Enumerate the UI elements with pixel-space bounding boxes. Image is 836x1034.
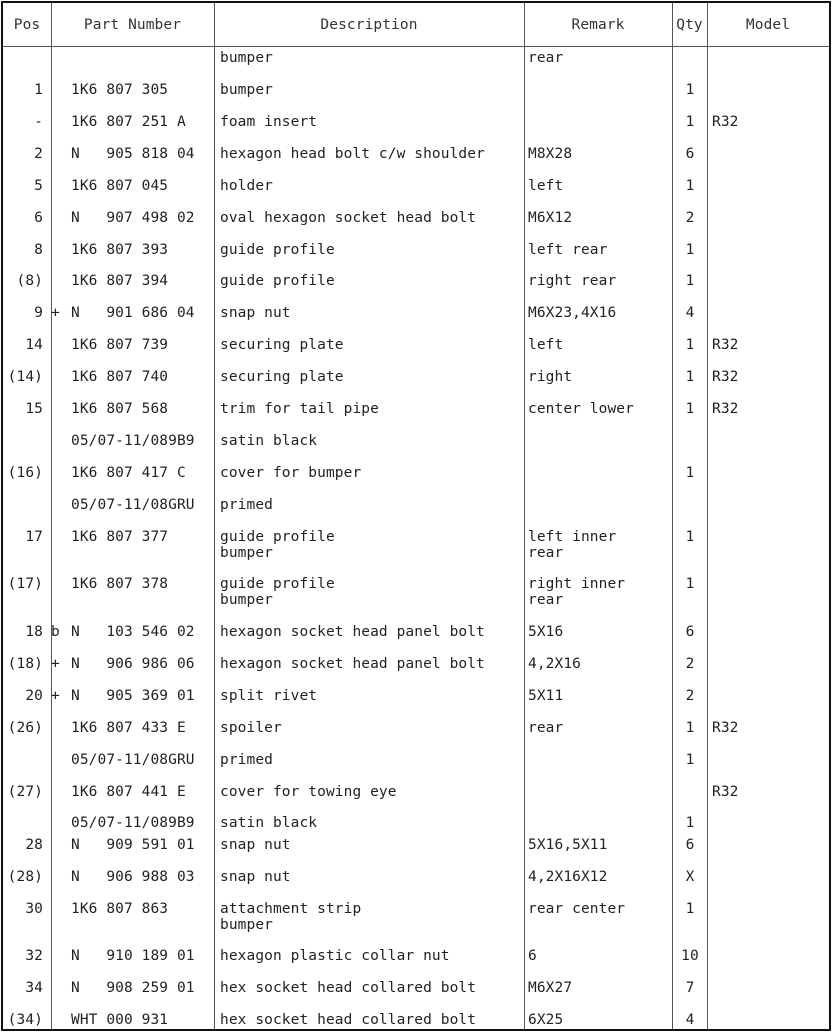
table-row xyxy=(3,273,829,305)
cell-qty: 1 xyxy=(685,576,695,592)
cell-remark: 5X16,5X11 xyxy=(528,837,608,853)
cell-qty: X xyxy=(685,869,695,885)
header-qty: Qty xyxy=(676,17,703,33)
cell-qty: 7 xyxy=(685,980,695,996)
cell-part-number: N 103 546 02 xyxy=(71,624,195,640)
cell-pos: (27) xyxy=(7,784,43,800)
cell-pos: 5 xyxy=(34,178,43,194)
cell-description: snap nut xyxy=(220,305,291,321)
cell-part-number: 1K6 807 417 C xyxy=(71,465,186,481)
cell-qty: 2 xyxy=(685,688,695,704)
cell-part-number: 05/07-11/089B9 xyxy=(71,815,195,831)
cell-model: R32 xyxy=(712,369,739,385)
cell-part-number: 05/07-11/08GRU xyxy=(71,497,195,513)
table-row xyxy=(3,624,829,656)
cell-part-number: 1K6 807 377 xyxy=(71,529,169,545)
cell-remark: right xyxy=(528,369,573,385)
cell-pos: (14) xyxy=(7,369,43,385)
cell-description: cover for towing eye xyxy=(220,784,397,800)
cell-description: hexagon socket head panel bolt xyxy=(220,624,485,640)
cell-part-number: N 909 591 01 xyxy=(71,837,195,853)
cell-remark: rear xyxy=(528,50,564,66)
table-row xyxy=(3,497,829,529)
table-row xyxy=(3,210,829,242)
cell-part-number: 1K6 807 433 E xyxy=(71,720,186,736)
cell-remark: M6X27 xyxy=(528,980,573,996)
cell-part-number: N 907 498 02 xyxy=(71,210,195,226)
cell-description: snap nut xyxy=(220,837,291,853)
cell-description: split rivet xyxy=(220,688,318,704)
table-row xyxy=(3,837,829,869)
cell-remark: left xyxy=(528,178,564,194)
cell-pos: 30 xyxy=(25,901,43,917)
cell-description: hex socket head collared bolt xyxy=(220,1012,477,1028)
table-row xyxy=(3,529,829,561)
cell-pos: (26) xyxy=(7,720,43,736)
cell-pos: (34) xyxy=(7,1012,43,1028)
cell-mark: + xyxy=(51,688,60,704)
cell-qty: 1 xyxy=(685,82,695,98)
cell-pos: 6 xyxy=(34,210,43,226)
cell-pos: - xyxy=(34,114,43,130)
cell-remark: right inner rear xyxy=(528,576,626,608)
cell-part-number: 1K6 807 305 xyxy=(71,82,169,98)
table-row xyxy=(3,178,829,210)
cell-remark: right rear xyxy=(528,273,617,289)
cell-pos: (8) xyxy=(16,273,43,289)
cell-part-number: 1K6 807 045 xyxy=(71,178,169,194)
cell-part-number: 1K6 807 568 xyxy=(71,401,169,417)
table-row xyxy=(3,869,829,901)
cell-qty: 1 xyxy=(685,273,695,289)
cell-description: satin black xyxy=(220,815,318,831)
cell-part-number: N 906 988 03 xyxy=(71,869,195,885)
cell-part-number: WHT 000 931 xyxy=(71,1012,169,1028)
parts-table xyxy=(1,1,831,1031)
cell-description: holder xyxy=(220,178,273,194)
cell-qty: 1 xyxy=(685,752,695,768)
cell-description: guide profile bumper xyxy=(220,576,335,608)
header-part-number: Part Number xyxy=(83,17,182,33)
cell-part-number: 05/07-11/08GRU xyxy=(71,752,195,768)
cell-pos: 2 xyxy=(34,146,43,162)
cell-remark: M8X28 xyxy=(528,146,573,162)
cell-description: satin black xyxy=(220,433,318,449)
table-row xyxy=(3,369,829,401)
cell-qty: 4 xyxy=(685,1012,695,1028)
cell-remark: 4,2X16X12 xyxy=(528,869,608,885)
cell-description: guide profile xyxy=(220,273,335,289)
table-row xyxy=(3,337,829,369)
table-row xyxy=(3,576,829,608)
cell-qty: 1 xyxy=(685,114,695,130)
header-remark: Remark xyxy=(571,17,625,33)
cell-pos: 8 xyxy=(34,242,43,258)
cell-model: R32 xyxy=(712,784,739,800)
header-model: Model xyxy=(745,17,791,33)
cell-qty: 1 xyxy=(685,529,695,545)
cell-description: guide profile xyxy=(220,242,335,258)
cell-description: snap nut xyxy=(220,869,291,885)
cell-description: spoiler xyxy=(220,720,282,736)
table-row xyxy=(3,465,829,497)
cell-remark: left xyxy=(528,337,564,353)
table-row xyxy=(3,752,829,784)
cell-qty: 10 xyxy=(681,948,699,964)
table-row xyxy=(3,784,829,816)
cell-pos: 17 xyxy=(25,529,43,545)
cell-mark: + xyxy=(51,656,60,672)
cell-pos: (18) xyxy=(7,656,43,672)
cell-model: R32 xyxy=(712,114,739,130)
header-divider xyxy=(3,46,829,47)
cell-mark: b xyxy=(51,624,60,640)
cell-description: bumper xyxy=(220,50,273,66)
table-row xyxy=(3,146,829,178)
cell-description: primed xyxy=(220,497,273,513)
cell-remark: M6X12 xyxy=(528,210,573,226)
cell-model: R32 xyxy=(712,720,739,736)
cell-remark: rear xyxy=(528,720,564,736)
cell-mark: + xyxy=(51,305,60,321)
cell-qty: 1 xyxy=(685,465,695,481)
table-row xyxy=(3,114,829,146)
cell-pos: 34 xyxy=(25,980,43,996)
cell-remark: center lower xyxy=(528,401,634,417)
cell-qty: 1 xyxy=(685,369,695,385)
cell-qty: 1 xyxy=(685,401,695,417)
cell-qty: 1 xyxy=(685,815,695,831)
table-row xyxy=(3,50,829,82)
header-pos: Pos xyxy=(13,17,41,33)
table-row xyxy=(3,82,829,114)
cell-remark: rear center xyxy=(528,901,626,917)
cell-qty: 1 xyxy=(685,720,695,736)
cell-part-number: N 910 189 01 xyxy=(71,948,195,964)
cell-pos: 14 xyxy=(25,337,43,353)
cell-part-number: 1K6 807 441 E xyxy=(71,784,186,800)
cell-description: guide profile bumper xyxy=(220,529,335,561)
cell-part-number: 1K6 807 394 xyxy=(71,273,169,289)
cell-pos: 15 xyxy=(25,401,43,417)
cell-qty: 1 xyxy=(685,178,695,194)
cell-remark: 6X25 xyxy=(528,1012,564,1028)
cell-qty: 6 xyxy=(685,624,695,640)
cell-description: foam insert xyxy=(220,114,318,130)
table-row xyxy=(3,948,829,980)
table-row xyxy=(3,901,829,933)
cell-part-number: N 905 818 04 xyxy=(71,146,195,162)
cell-qty: 1 xyxy=(685,337,695,353)
cell-pos: (28) xyxy=(7,869,43,885)
cell-qty: 2 xyxy=(685,210,695,226)
cell-remark: 5X11 xyxy=(528,688,564,704)
cell-qty: 6 xyxy=(685,146,695,162)
cell-description: bumper xyxy=(220,82,273,98)
table-row xyxy=(3,688,829,720)
cell-description: hexagon head bolt c/w shoulder xyxy=(220,146,485,162)
header-description: Description xyxy=(320,17,418,33)
cell-part-number: 05/07-11/089B9 xyxy=(71,433,195,449)
cell-description: securing plate xyxy=(220,337,344,353)
cell-description: primed xyxy=(220,752,273,768)
cell-qty: 6 xyxy=(685,837,695,853)
cell-model: R32 xyxy=(712,401,739,417)
cell-description: oval hexagon socket head bolt xyxy=(220,210,477,226)
table-row xyxy=(3,401,829,433)
cell-part-number: 1K6 807 393 xyxy=(71,242,169,258)
cell-part-number: 1K6 807 740 xyxy=(71,369,169,385)
table-row xyxy=(3,720,829,752)
cell-description: trim for tail pipe xyxy=(220,401,379,417)
cell-pos: 18 xyxy=(25,624,43,640)
cell-description: securing plate xyxy=(220,369,344,385)
cell-part-number: 1K6 807 251 A xyxy=(71,114,186,130)
table-row xyxy=(3,656,829,688)
cell-pos: 9 xyxy=(34,305,43,321)
cell-qty: 1 xyxy=(685,242,695,258)
cell-description: attachment strip bumper xyxy=(220,901,362,933)
cell-remark: 4,2X16 xyxy=(528,656,581,672)
cell-model: R32 xyxy=(712,337,739,353)
cell-remark: left inner rear xyxy=(528,529,617,561)
cell-remark: left rear xyxy=(528,242,608,258)
cell-qty: 1 xyxy=(685,901,695,917)
cell-pos: 28 xyxy=(25,837,43,853)
cell-description: hexagon socket head panel bolt xyxy=(220,656,485,672)
cell-part-number: N 908 259 01 xyxy=(71,980,195,996)
cell-pos: (16) xyxy=(7,465,43,481)
cell-remark: 6 xyxy=(528,948,537,964)
cell-description: hex socket head collared bolt xyxy=(220,980,477,996)
cell-description: cover for bumper xyxy=(220,465,362,481)
cell-remark: M6X23,4X16 xyxy=(528,305,617,321)
cell-qty: 2 xyxy=(685,656,695,672)
cell-part-number: N 901 686 04 xyxy=(71,305,195,321)
cell-part-number: N 905 369 01 xyxy=(71,688,195,704)
cell-remark: 5X16 xyxy=(528,624,564,640)
cell-part-number: 1K6 807 863 xyxy=(71,901,169,917)
cell-part-number: N 906 986 06 xyxy=(71,656,195,672)
cell-qty: 4 xyxy=(685,305,695,321)
cell-description: hexagon plastic collar nut xyxy=(220,948,450,964)
table-row xyxy=(3,433,829,465)
cell-pos: 20 xyxy=(25,688,43,704)
cell-pos: 1 xyxy=(34,82,43,98)
cell-pos: (17) xyxy=(7,576,43,592)
cell-part-number: 1K6 807 378 xyxy=(71,576,169,592)
cell-part-number: 1K6 807 739 xyxy=(71,337,169,353)
table-row xyxy=(3,1012,829,1031)
table-row xyxy=(3,242,829,274)
table-row xyxy=(3,980,829,1012)
cell-pos: 32 xyxy=(25,948,43,964)
table-row xyxy=(3,305,829,337)
